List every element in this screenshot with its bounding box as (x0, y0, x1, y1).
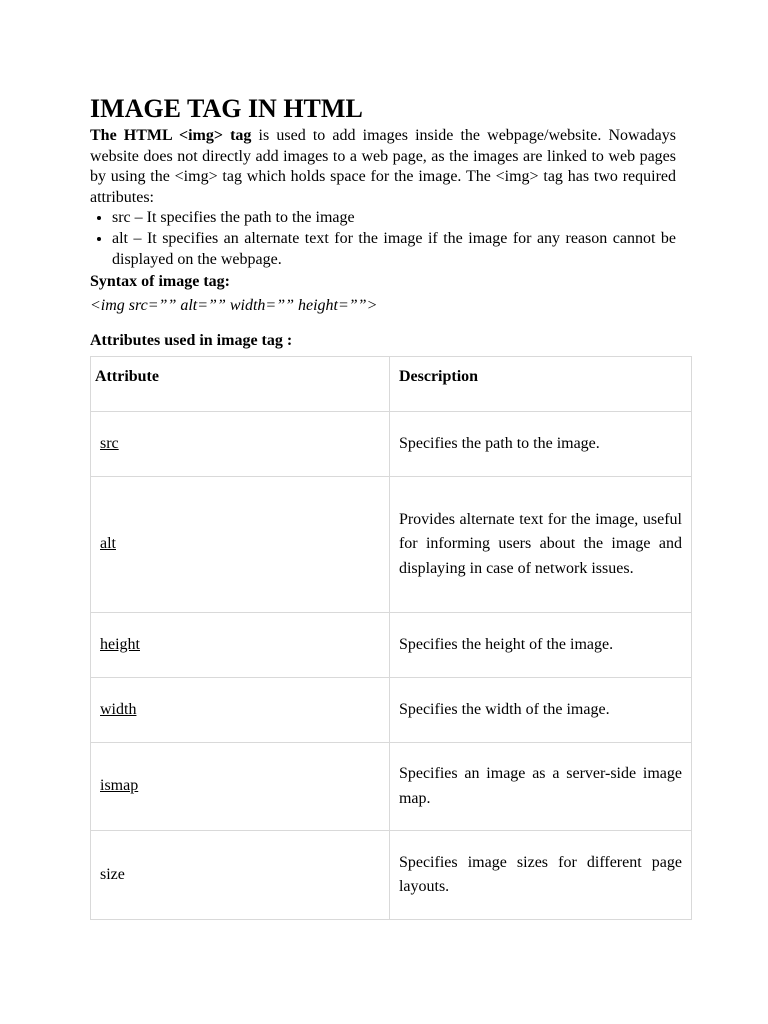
table-row (91, 831, 692, 920)
attribute-cell (91, 412, 390, 477)
attribute-cell (91, 613, 390, 678)
intro-paragraph (90, 126, 676, 208)
intro-text: is used to add images inside the webpage/website. Nowadays website does not directly add images to a web page, as the images are linked to web pages by using the <img> tag which holds space for the image. The <img> tag has two required attributes: (90, 127, 676, 206)
attribute-link[interactable]: src (100, 434, 119, 452)
page-title: IMAGE TAG IN HTML (90, 94, 363, 123)
header-attribute: Attribute (91, 357, 390, 412)
description-cell: Specifies an image as a server-side image map. (389, 743, 691, 831)
table-row (91, 678, 692, 743)
header-description: Description (389, 357, 691, 412)
attribute-link[interactable]: ismap (100, 777, 139, 795)
table-row (91, 613, 692, 678)
required-attributes-list (90, 208, 676, 270)
attribute-link[interactable]: alt (100, 535, 116, 553)
table-row (91, 477, 692, 613)
list-item: • src – It specifies the path to the image (112, 208, 676, 229)
attributes-heading: Attributes used in image tag : (90, 332, 293, 350)
attribute-cell (91, 743, 390, 831)
attribute-cell: size (91, 831, 390, 920)
attribute-cell (91, 678, 390, 743)
table-header-row (91, 357, 692, 412)
attribute-cell (91, 477, 390, 613)
list-item: • alt – It specifies an alternate text for the image if the image for any reason cannot be displayed on the webpage. (112, 229, 676, 270)
description-cell: Specifies the height of the image. (389, 613, 691, 678)
syntax-heading: Syntax of image tag: (90, 273, 230, 291)
attribute-link[interactable]: height (100, 635, 140, 653)
attribute-link[interactable]: width (100, 700, 137, 718)
table-row (91, 412, 692, 477)
intro-bold-lead: The HTML <img> tag (90, 127, 252, 144)
description-cell: Specifies image sizes for different page layouts. (389, 831, 691, 920)
attributes-table (90, 356, 692, 920)
table-row (91, 743, 692, 831)
syntax-code: <img src=”” alt=”” width=”” height=””> (90, 297, 378, 315)
description-cell: Specifies the path to the image. (389, 412, 691, 477)
document-page (90, 92, 676, 351)
description-cell: Provides alternate text for the image, useful for informing users about the image and displaying in case of network issues. (389, 477, 691, 613)
description-cell: Specifies the width of the image. (389, 678, 691, 743)
